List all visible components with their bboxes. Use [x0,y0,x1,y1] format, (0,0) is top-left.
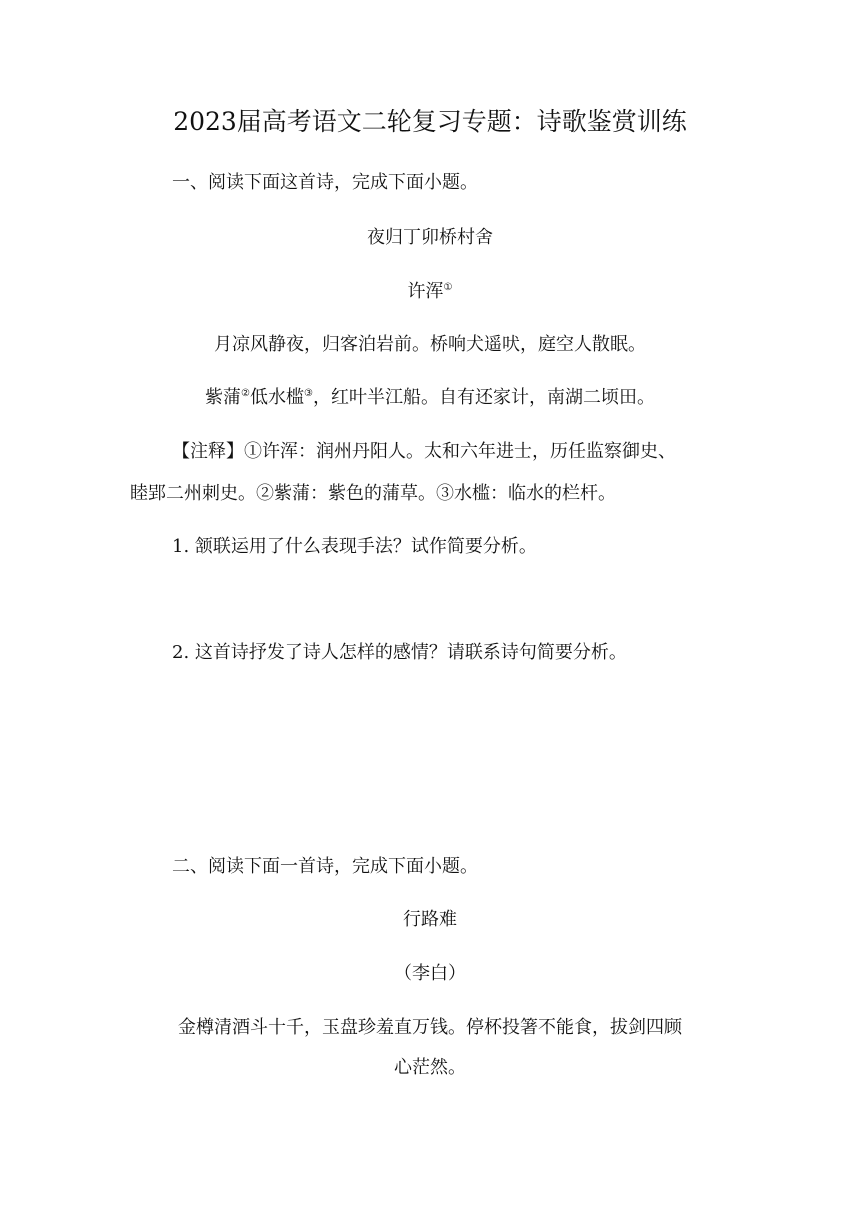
poem1-line2-part3: ，红叶半江船。自有还家计，南湖二顷田。 [312,387,655,408]
poem2-line1a: 金樽清酒斗十千，玉盘珍羞直万钱。停杯投箸不能食，拔剑四顾 [178,1017,682,1038]
poem1-author-name: 许浑 [407,281,444,302]
annotation-line1: 【注释】①许浑：润州丹阳人。太和六年进士，历任监察御史、 [172,441,676,462]
poem1-line1: 月凉风静夜，归客泊岩前。桥响犬遥吠，庭空人散眠。 [214,334,646,355]
note-mark-3: ③ [304,388,313,399]
document-title: 2023届高考语文二轮复习专题：诗歌鉴赏训练 [173,107,687,136]
poem2-title: 行路难 [403,909,457,930]
question-2: 2. 这首诗抒发了诗人怎样的感情？请联系诗句简要分析。 [172,642,627,663]
poem1-line2-part2: 低水槛 [250,387,304,408]
author-note-mark: ① [443,282,453,293]
section2-heading: 二、阅读下面一首诗，完成下面小题。 [172,856,478,877]
note-mark-2: ② [241,388,250,399]
poem2-line1b: 心茫然。 [394,1057,466,1078]
poem2-author: （李白） [394,963,466,984]
poem1-line2-part1: 紫蒲 [205,387,242,408]
poem1-author [0,280,860,304]
poem1-title: 夜归丁卯桥村舍 [367,227,493,248]
section1-heading: 一、阅读下面这首诗，完成下面小题。 [172,172,478,193]
poem1-line2 [0,386,860,410]
question-1: 1. 颔联运用了什么表现手法？试作简要分析。 [172,536,537,557]
annotation-line2: 睦郢二州刺史。②紫蒲：紫色的蒲草。③水槛：临水的栏杆。 [130,483,616,504]
